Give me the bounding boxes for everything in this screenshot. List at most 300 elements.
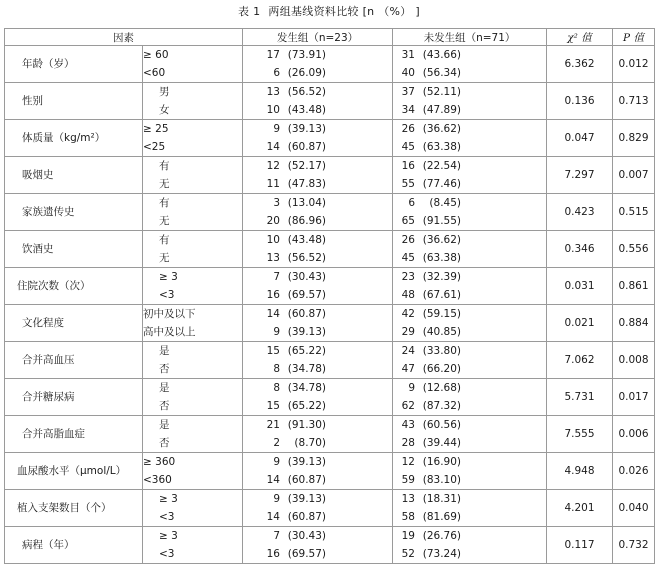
table-row [5, 416, 655, 453]
factor-cell: 合并高脂血症 [5, 416, 143, 453]
count-percent [393, 101, 546, 119]
percent-value: (12.68) [422, 382, 461, 394]
p-value: 0.006 [613, 416, 655, 453]
p-value: 0.515 [613, 194, 655, 231]
not-occurred-group-cell [393, 268, 547, 305]
count-value: 14 [266, 308, 280, 320]
chi-square-value: 4.201 [547, 490, 613, 527]
count-value: 47 [401, 363, 415, 375]
count-percent [243, 194, 392, 212]
count-percent [393, 508, 546, 526]
count-value: 31 [401, 49, 415, 61]
factor-cell: 血尿酸水平（μmol/L） [5, 453, 143, 490]
percent-value: (83.10) [422, 474, 461, 486]
count-percent [243, 138, 392, 156]
percent-value: (39.44) [422, 437, 461, 449]
count-value: 13 [266, 86, 280, 98]
chi-square-value: 7.297 [547, 157, 613, 194]
count-percent [243, 231, 392, 249]
percent-value: (60.87) [287, 308, 326, 320]
not-occurred-group-cell [393, 527, 547, 564]
percent-value: (30.43) [287, 530, 326, 542]
count-percent [393, 212, 546, 230]
chi-square-value: 6.362 [547, 46, 613, 83]
count-percent [243, 545, 392, 563]
count-value: 45 [401, 252, 415, 264]
percent-value: (87.32) [422, 400, 461, 412]
occurred-group-cell [243, 157, 393, 194]
factor-cell: 年龄（岁） [5, 46, 143, 83]
category-label: <60 [143, 67, 166, 79]
table-row [5, 46, 655, 83]
count-percent [393, 471, 546, 489]
percent-value: (69.57) [287, 548, 326, 560]
category-label: 无 [159, 178, 170, 190]
table-row [5, 120, 655, 157]
count-value: 9 [408, 382, 415, 394]
category-cell [143, 305, 243, 342]
factor-cell: 病程（年） [5, 527, 143, 564]
percent-value: (36.62) [422, 123, 461, 135]
percent-value: (36.62) [422, 234, 461, 246]
percent-value: (65.22) [287, 400, 326, 412]
count-value: 8 [273, 363, 280, 375]
p-value: 0.884 [613, 305, 655, 342]
table-row [5, 379, 655, 416]
category-label: <360 [143, 474, 172, 486]
category-label: 女 [159, 104, 170, 116]
factor-cell: 住院次数（次） [5, 268, 143, 305]
count-value: 13 [401, 493, 415, 505]
percent-value: (60.87) [287, 511, 326, 523]
occurred-group-cell [243, 120, 393, 157]
category-label: ≥ 25 [143, 123, 169, 135]
category-label: 有 [159, 160, 170, 172]
count-value: 59 [401, 474, 415, 486]
percent-value: (16.90) [422, 456, 461, 468]
count-percent [243, 268, 392, 286]
occurred-group-cell [243, 490, 393, 527]
count-value: 34 [401, 104, 415, 116]
count-percent [243, 490, 392, 508]
count-percent [243, 157, 392, 175]
count-percent [393, 342, 546, 360]
count-percent [243, 286, 392, 304]
count-percent [393, 231, 546, 249]
count-percent [393, 490, 546, 508]
count-value: 6 [273, 67, 280, 79]
occurred-group-cell [243, 194, 393, 231]
count-percent [243, 360, 392, 378]
count-value: 8 [273, 382, 280, 394]
chi-square-value: 0.117 [547, 527, 613, 564]
factor-cell: 体质量（kg/m²） [5, 120, 143, 157]
percent-value: (26.09) [287, 67, 326, 79]
count-percent [393, 545, 546, 563]
table-row [5, 527, 655, 564]
occurred-group-cell [243, 453, 393, 490]
percent-value: (30.43) [287, 271, 326, 283]
count-percent [393, 157, 546, 175]
occurred-group-cell [243, 379, 393, 416]
percent-value: (56.52) [287, 86, 326, 98]
caption-title: 两组基线资料比较 [n （%） ] [268, 5, 420, 18]
percent-value: (60.87) [287, 141, 326, 153]
count-percent [393, 120, 546, 138]
count-value: 2 [273, 437, 280, 449]
p-value: 0.556 [613, 231, 655, 268]
count-percent [393, 46, 546, 64]
percent-value: (43.48) [287, 234, 326, 246]
p-value: 0.829 [613, 120, 655, 157]
count-value: 37 [401, 86, 415, 98]
percent-value: (52.17) [287, 160, 326, 172]
not-occurred-group-cell [393, 157, 547, 194]
factor-cell: 合并糖尿病 [5, 379, 143, 416]
count-value: 16 [266, 548, 280, 560]
count-percent [243, 453, 392, 471]
count-percent [243, 249, 392, 267]
count-percent [393, 83, 546, 101]
count-value: 15 [266, 345, 280, 357]
count-value: 9 [273, 456, 280, 468]
category-cell [143, 268, 243, 305]
chi-square-value: 0.031 [547, 268, 613, 305]
table-row [5, 490, 655, 527]
percent-value: (47.83) [287, 178, 326, 190]
category-label: <3 [159, 548, 175, 560]
not-occurred-group-cell [393, 120, 547, 157]
category-cell [143, 83, 243, 120]
count-value: 58 [401, 511, 415, 523]
count-value: 7 [273, 530, 280, 542]
factor-cell: 文化程度 [5, 305, 143, 342]
count-value: 21 [266, 419, 280, 431]
percent-value: (91.30) [287, 419, 326, 431]
percent-value: (91.55) [422, 215, 461, 227]
factor-cell: 吸烟史 [5, 157, 143, 194]
percent-value: (60.56) [422, 419, 461, 431]
p-value: 0.017 [613, 379, 655, 416]
count-value: 24 [401, 345, 415, 357]
count-percent [393, 268, 546, 286]
category-cell [143, 416, 243, 453]
category-label: 无 [159, 252, 170, 264]
count-percent [393, 416, 546, 434]
percent-value: (43.48) [287, 104, 326, 116]
percent-value: (60.87) [287, 474, 326, 486]
count-value: 43 [401, 419, 415, 431]
category-label: ≥ 360 [143, 456, 176, 468]
p-value: 0.713 [613, 83, 655, 120]
percent-value: (18.31) [422, 493, 461, 505]
category-label: 是 [159, 419, 170, 431]
percent-value: (65.22) [287, 345, 326, 357]
count-value: 55 [401, 178, 415, 190]
count-value: 3 [273, 197, 280, 209]
category-label: 否 [159, 400, 170, 412]
factor-cell: 合并高血压 [5, 342, 143, 379]
not-occurred-group-cell [393, 83, 547, 120]
count-value: 42 [401, 308, 415, 320]
count-percent [393, 249, 546, 267]
table-row [5, 453, 655, 490]
percent-value: (63.38) [422, 252, 461, 264]
count-value: 28 [401, 437, 415, 449]
count-value: 9 [273, 326, 280, 338]
table-row [5, 194, 655, 231]
count-percent [393, 194, 546, 212]
count-percent [243, 83, 392, 101]
category-label: 初中及以下 [143, 308, 196, 320]
percent-value: (56.52) [287, 252, 326, 264]
count-percent [393, 305, 546, 323]
percent-value: (66.20) [422, 363, 461, 375]
p-value: 0.026 [613, 453, 655, 490]
count-percent [393, 286, 546, 304]
category-label: 否 [159, 363, 170, 375]
category-label: 高中及以上 [143, 326, 196, 338]
factor-cell: 性别 [5, 83, 143, 120]
category-label: 男 [159, 86, 170, 98]
count-value: 10 [266, 104, 280, 116]
category-label: ≥ 3 [159, 530, 178, 542]
occurred-group-cell [243, 342, 393, 379]
category-label: <25 [143, 141, 166, 153]
count-percent [243, 379, 392, 397]
count-value: 29 [401, 326, 415, 338]
count-percent [393, 397, 546, 415]
category-cell [143, 527, 243, 564]
count-value: 45 [401, 141, 415, 153]
count-percent [393, 453, 546, 471]
percent-value: (8.70) [294, 437, 326, 449]
count-percent [243, 305, 392, 323]
count-value: 6 [408, 197, 415, 209]
count-percent [243, 120, 392, 138]
category-cell [143, 453, 243, 490]
percent-value: (32.39) [422, 271, 461, 283]
p-value: 0.007 [613, 157, 655, 194]
chi-square-value: 0.047 [547, 120, 613, 157]
not-occurred-group-cell [393, 231, 547, 268]
header-chi-square: χ² 值 [547, 29, 613, 46]
category-cell [143, 194, 243, 231]
count-percent [243, 212, 392, 230]
count-percent [393, 138, 546, 156]
percent-value: (67.61) [422, 289, 461, 301]
count-percent [393, 527, 546, 545]
percent-value: (59.15) [422, 308, 461, 320]
factor-cell: 饮酒史 [5, 231, 143, 268]
caption-number: 表 1 [237, 5, 261, 18]
chi-square-value: 7.062 [547, 342, 613, 379]
percent-value: (63.38) [422, 141, 461, 153]
p-value: 0.012 [613, 46, 655, 83]
percent-value: (39.13) [287, 326, 326, 338]
category-label: 有 [159, 234, 170, 246]
count-percent [243, 416, 392, 434]
occurred-group-cell [243, 46, 393, 83]
percent-value: (33.80) [422, 345, 461, 357]
table-row [5, 83, 655, 120]
count-value: 20 [266, 215, 280, 227]
category-label: 有 [159, 197, 170, 209]
count-value: 65 [401, 215, 415, 227]
category-label: <3 [159, 289, 175, 301]
count-value: 14 [266, 141, 280, 153]
table-row [5, 268, 655, 305]
percent-value: (86.96) [287, 215, 326, 227]
table-row [5, 231, 655, 268]
count-value: 9 [273, 123, 280, 135]
category-label: ≥ 3 [159, 271, 178, 283]
count-value: 11 [266, 178, 280, 190]
occurred-group-cell [243, 83, 393, 120]
count-percent [393, 360, 546, 378]
chi-square-value: 4.948 [547, 453, 613, 490]
count-percent [393, 434, 546, 452]
not-occurred-group-cell [393, 342, 547, 379]
count-value: 16 [266, 289, 280, 301]
factor-cell: 家族遗传史 [5, 194, 143, 231]
not-occurred-group-cell [393, 194, 547, 231]
count-value: 16 [401, 160, 415, 172]
percent-value: (40.85) [422, 326, 461, 338]
count-percent [243, 508, 392, 526]
header-group2: 未发生组（n=71） [393, 29, 547, 46]
category-label: <3 [159, 511, 175, 523]
category-cell [143, 490, 243, 527]
not-occurred-group-cell [393, 379, 547, 416]
category-cell [143, 46, 243, 83]
percent-value: (56.34) [422, 67, 461, 79]
chi-square-value: 5.731 [547, 379, 613, 416]
category-label: 是 [159, 382, 170, 394]
p-value: 0.732 [613, 527, 655, 564]
count-value: 17 [266, 49, 280, 61]
baseline-comparison-table [4, 28, 655, 564]
count-value: 10 [266, 234, 280, 246]
count-percent [243, 434, 392, 452]
count-percent [243, 527, 392, 545]
count-value: 40 [401, 67, 415, 79]
percent-value: (8.45) [429, 197, 461, 209]
chi-square-value: 0.423 [547, 194, 613, 231]
percent-value: (39.13) [287, 493, 326, 505]
occurred-group-cell [243, 416, 393, 453]
p-value: 0.040 [613, 490, 655, 527]
count-percent [393, 175, 546, 193]
percent-value: (73.91) [287, 49, 326, 61]
category-cell [143, 342, 243, 379]
count-value: 26 [401, 123, 415, 135]
count-value: 14 [266, 511, 280, 523]
count-value: 62 [401, 400, 415, 412]
count-value: 23 [401, 271, 415, 283]
count-percent [393, 323, 546, 341]
occurred-group-cell [243, 268, 393, 305]
table-row [5, 342, 655, 379]
count-value: 7 [273, 271, 280, 283]
count-percent [243, 397, 392, 415]
percent-value: (52.11) [422, 86, 461, 98]
count-percent [393, 379, 546, 397]
count-value: 15 [266, 400, 280, 412]
category-cell [143, 120, 243, 157]
occurred-group-cell [243, 231, 393, 268]
category-label: 否 [159, 437, 170, 449]
chi-square-value: 0.346 [547, 231, 613, 268]
occurred-group-cell [243, 527, 393, 564]
count-value: 14 [266, 474, 280, 486]
category-label: 无 [159, 215, 170, 227]
table-row [5, 305, 655, 342]
percent-value: (39.13) [287, 456, 326, 468]
not-occurred-group-cell [393, 305, 547, 342]
p-value: 0.008 [613, 342, 655, 379]
count-value: 26 [401, 234, 415, 246]
count-percent [243, 101, 392, 119]
count-percent [243, 46, 392, 64]
count-value: 52 [401, 548, 415, 560]
count-percent [243, 342, 392, 360]
category-cell [143, 379, 243, 416]
category-cell [143, 231, 243, 268]
percent-value: (81.69) [422, 511, 461, 523]
count-value: 12 [401, 456, 415, 468]
percent-value: (73.24) [422, 548, 461, 560]
chi-square-value: 0.136 [547, 83, 613, 120]
percent-value: (77.46) [422, 178, 461, 190]
category-cell [143, 157, 243, 194]
not-occurred-group-cell [393, 416, 547, 453]
not-occurred-group-cell [393, 453, 547, 490]
percent-value: (34.78) [287, 363, 326, 375]
p-value: 0.861 [613, 268, 655, 305]
percent-value: (13.04) [287, 197, 326, 209]
count-value: 19 [401, 530, 415, 542]
count-percent [393, 64, 546, 82]
header-group1: 发生组（n=23） [243, 29, 393, 46]
count-value: 9 [273, 493, 280, 505]
occurred-group-cell [243, 305, 393, 342]
table-caption [0, 0, 658, 24]
count-percent [243, 471, 392, 489]
count-value: 48 [401, 289, 415, 301]
count-value: 12 [266, 160, 280, 172]
category-label: ≥ 60 [143, 49, 169, 61]
percent-value: (43.66) [422, 49, 461, 61]
percent-value: (39.13) [287, 123, 326, 135]
table-body [5, 46, 655, 564]
chi-square-value: 7.555 [547, 416, 613, 453]
not-occurred-group-cell [393, 46, 547, 83]
percent-value: (34.78) [287, 382, 326, 394]
count-percent [243, 323, 392, 341]
header-row [5, 29, 655, 46]
factor-cell: 植入支架数目（个） [5, 490, 143, 527]
table-row [5, 157, 655, 194]
chi-square-value: 0.021 [547, 305, 613, 342]
percent-value: (26.76) [422, 530, 461, 542]
not-occurred-group-cell [393, 490, 547, 527]
header-p-value: P 值 [613, 29, 655, 46]
category-label: 是 [159, 345, 170, 357]
count-percent [243, 175, 392, 193]
category-label: ≥ 3 [159, 493, 178, 505]
percent-value: (69.57) [287, 289, 326, 301]
